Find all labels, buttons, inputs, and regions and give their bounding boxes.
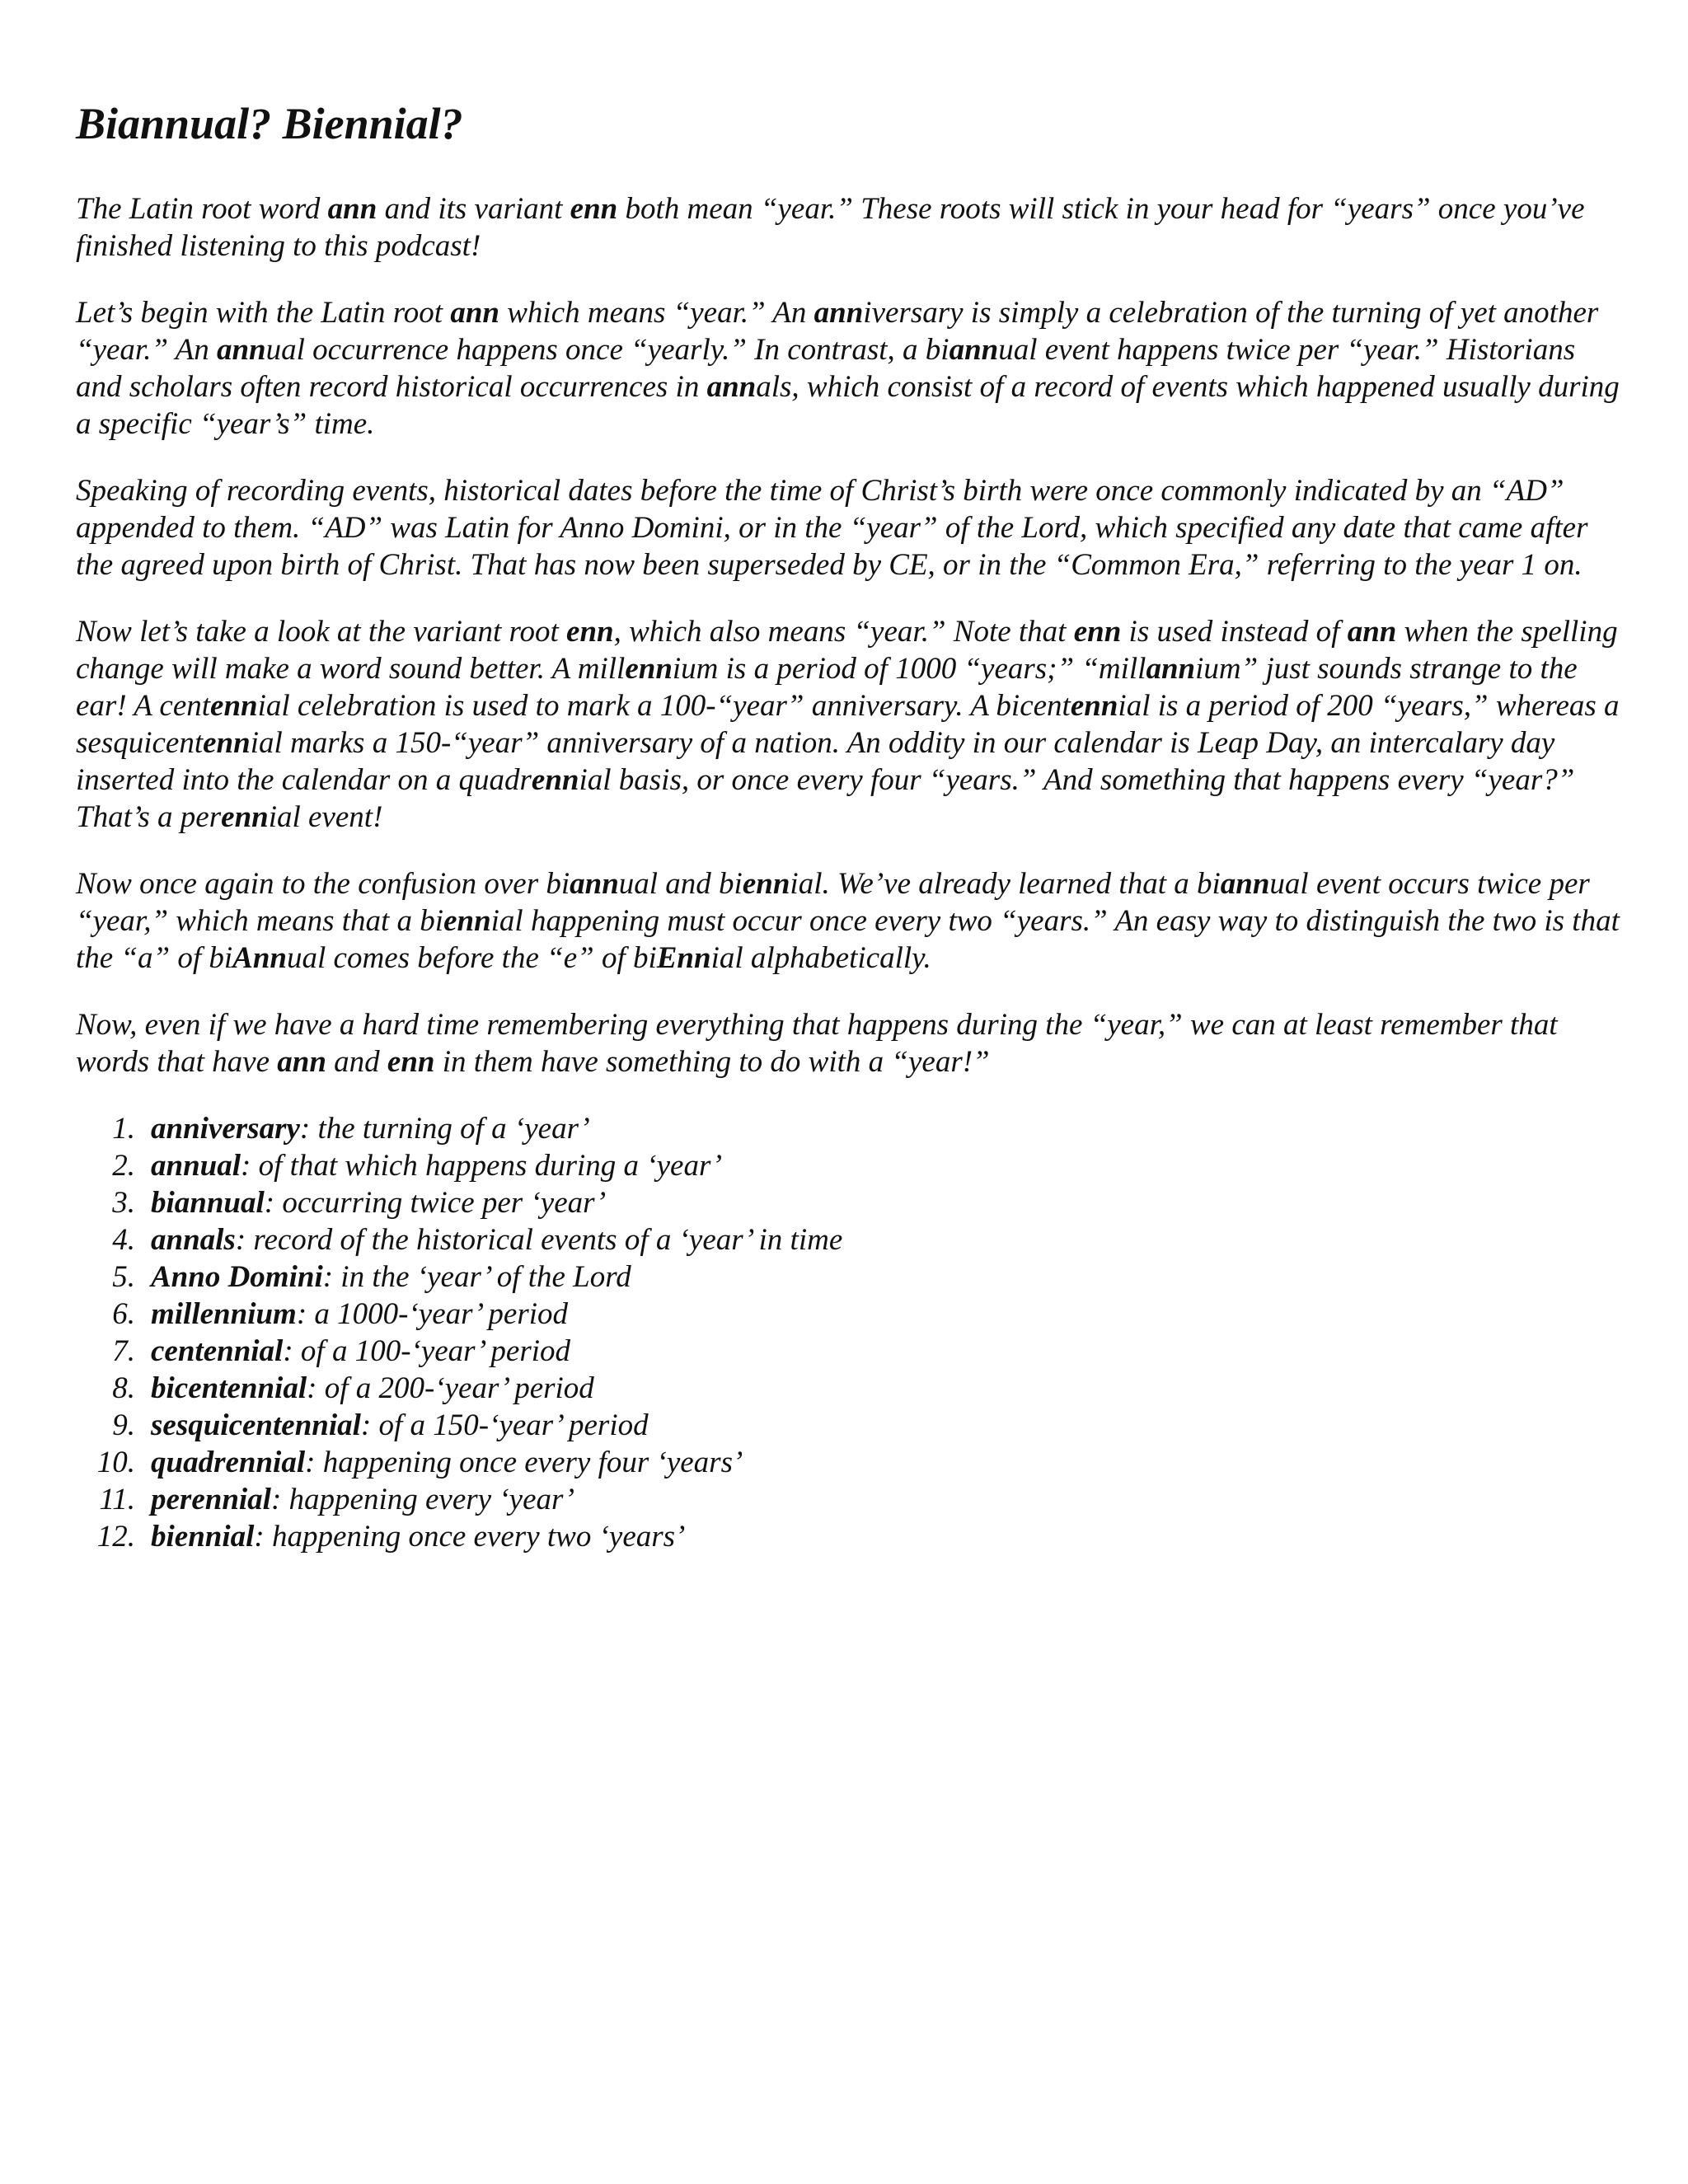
glossary-entry-text	[151, 1296, 568, 1333]
root-highlight: ann	[949, 332, 999, 367]
text-run: and	[326, 1044, 387, 1079]
text-run: ual and bi	[618, 866, 743, 901]
body-paragraph	[76, 613, 1625, 836]
glossary-number: 3.	[112, 1185, 135, 1220]
root-highlight: ann	[1220, 866, 1270, 901]
text-run: ial celebration is used to mark a 100-“year” anniversary. A bicent	[257, 688, 1071, 723]
root-highlight: enn	[570, 191, 618, 226]
root-highlight: Enn	[656, 940, 711, 975]
glossary-definition: : happening once every two ‘years’	[254, 1519, 686, 1554]
glossary-item	[76, 1518, 1625, 1555]
text-run: Speaking of recording events, historical dates before the time of Christ’s birth were once commonly indicated by an “AD” appended to them. “AD” was Latin for Anno Domini, or in the “year” of the Lord, which specified any date that came after the agreed upon birth of Christ. That has now been superseded by CE, or in the “Common Era,” referring to the year 1 on.	[76, 473, 1588, 582]
glossary-entry-text	[151, 1444, 743, 1481]
root-highlight: ann	[814, 295, 864, 330]
body-text	[76, 190, 1625, 1080]
glossary-entry-text	[151, 1481, 574, 1518]
glossary-number: 8.	[112, 1371, 135, 1405]
glossary-term: anniversary	[151, 1111, 300, 1146]
glossary-entry-text	[151, 1370, 594, 1407]
root-highlight: enn	[443, 903, 491, 938]
glossary-entry-text	[151, 1147, 722, 1184]
glossary-number: 10.	[96, 1445, 135, 1479]
glossary-item	[76, 1333, 1625, 1370]
text-run: in them have something to do with a “year!”	[434, 1044, 990, 1079]
text-run: ual occurrence happens once “yearly.” In contrast, a bi	[265, 332, 950, 367]
text-run: Now let’s take a look at the variant root	[76, 614, 567, 649]
root-highlight: enn	[742, 866, 790, 901]
text-run: The Latin root word	[76, 191, 328, 226]
glossary-term: millennium	[151, 1296, 297, 1331]
glossary-number: 9.	[112, 1408, 135, 1442]
root-highlight: ann	[216, 332, 266, 367]
text-run: ial basis, or once every four “years.” And something that happens every “year?” That’s a per	[76, 762, 1575, 834]
glossary-number: 1.	[112, 1111, 135, 1146]
glossary-item	[76, 1444, 1625, 1481]
glossary-term: biannual	[151, 1185, 265, 1220]
text-run: ual comes before the “e” of bi	[287, 940, 657, 975]
root-highlight: enn	[1070, 688, 1118, 723]
text-run: is used instead of	[1121, 614, 1348, 649]
glossary-term: annual	[151, 1148, 241, 1183]
glossary-list	[76, 1110, 1625, 1555]
root-highlight: ann	[450, 295, 499, 330]
glossary-entry-text	[151, 1333, 570, 1370]
text-run: ial is a period of 200 “years,” whereas a sesquicent	[76, 688, 1620, 760]
glossary-definition: : happening every ‘year’	[270, 1482, 575, 1516]
root-highlight: ann	[570, 866, 619, 901]
text-run: ual event occurs twice per “year,” which means that a bi	[76, 866, 1590, 938]
document-page	[76, 97, 1625, 1555]
glossary-number: 5.	[112, 1259, 135, 1294]
body-paragraph	[76, 190, 1625, 265]
document-title: Biannual? Biennial?	[76, 99, 463, 148]
glossary-item	[76, 1147, 1625, 1184]
text-run: als, which consist of a record of events which happened usually during a specific “year’s” time.	[76, 369, 1620, 441]
glossary-definition: : the turning of a ‘year’	[299, 1111, 590, 1146]
text-run: Now once again to the confusion over bi	[76, 866, 570, 901]
glossary-number: 6.	[112, 1296, 135, 1331]
glossary-definition: : a 1000-‘year’ period	[296, 1296, 568, 1331]
root-highlight: ann	[277, 1044, 326, 1079]
glossary-term: Anno Domini	[151, 1259, 323, 1294]
glossary-entry-text	[151, 1184, 606, 1221]
text-run: which means “year.” An	[499, 295, 814, 330]
glossary-definition: : of a 100-‘year’ period	[283, 1333, 571, 1368]
glossary-term: centennial	[151, 1333, 284, 1368]
glossary-term: biennial	[151, 1519, 255, 1554]
glossary-item	[76, 1221, 1625, 1258]
glossary-definition: : record of the historical events of a ‘year’ in time	[235, 1222, 843, 1257]
root-highlight: ann	[327, 191, 377, 226]
glossary-item	[76, 1110, 1625, 1147]
text-run: and its variant	[377, 191, 570, 226]
text-run: Now, even if we have a hard time remembering everything that happens during the “year,” we can at least remember that words that have	[76, 1007, 1558, 1079]
root-highlight: enn	[221, 799, 269, 834]
glossary-term: bicentennial	[151, 1371, 307, 1405]
glossary-term: perennial	[151, 1482, 271, 1516]
glossary-entry-text	[151, 1221, 842, 1258]
glossary-entry-text	[151, 1518, 685, 1555]
glossary-item	[76, 1370, 1625, 1407]
text-run: ial. We’ve already learned that a bi	[790, 866, 1221, 901]
glossary-number: 12.	[96, 1519, 135, 1554]
glossary-definition: : happening once every four ‘years’	[305, 1445, 743, 1479]
glossary-entry-text	[151, 1407, 649, 1444]
glossary-number: 7.	[112, 1333, 135, 1368]
text-run: Let’s begin with the Latin root	[76, 295, 451, 330]
glossary-item	[76, 1258, 1625, 1296]
root-highlight: enn	[625, 651, 673, 686]
glossary-definition: : in the ‘year’ of the Lord	[322, 1259, 631, 1294]
text-run: both mean “year.” These roots will stick in your head for “years” once you’ve finished listening to this podcast!	[76, 191, 1585, 263]
glossary-item	[76, 1407, 1625, 1444]
text-run: ium” just sounds strange to the ear! A cent	[76, 651, 1578, 723]
body-paragraph	[76, 294, 1625, 443]
text-run: when the spelling change will make a word sound better. A mill	[76, 614, 1618, 686]
root-highlight: enn	[566, 614, 614, 649]
glossary-definition: : of a 150-‘year’ period	[360, 1408, 649, 1442]
text-run: ual event happens twice per “year.” Historians and scholars often record historical occurrences in	[76, 332, 1576, 404]
body-paragraph	[76, 1006, 1625, 1080]
glossary-definition: : of a 200-‘year’ period	[307, 1371, 594, 1405]
root-highlight: ann	[1146, 651, 1196, 686]
root-highlight: enn	[1073, 614, 1122, 649]
glossary-number: 11.	[99, 1482, 135, 1516]
glossary-definition: : occurring twice per ‘year’	[264, 1185, 607, 1220]
body-paragraph	[76, 865, 1625, 977]
text-run: ial marks a 150-“year” anniversary of a nation. An oddity in our calendar is Leap Day, an intercalary day inserted into the calendar on a quadr	[76, 725, 1555, 797]
body-paragraph	[76, 472, 1625, 583]
glossary-entry-text	[151, 1258, 631, 1296]
root-highlight: Ann	[232, 940, 288, 975]
text-run: iversary is simply a celebration of the turning of yet another “year.” An	[76, 295, 1599, 367]
glossary-item	[76, 1481, 1625, 1518]
glossary-definition: : of that which happens during a ‘year’	[241, 1148, 723, 1183]
glossary-number: 4.	[112, 1222, 135, 1257]
root-highlight: enn	[531, 762, 579, 797]
glossary-term: sesquicentennial	[151, 1408, 361, 1442]
text-run: ium is a period of 1000 “years;” “mill	[672, 651, 1146, 686]
text-run: ial alphabetically.	[710, 940, 931, 975]
text-run: , which also means “year.” Note that	[613, 614, 1074, 649]
root-highlight: ann	[706, 369, 757, 404]
text-run: ial happening must occur once every two “years.” An easy way to distinguish the two is that the “a” of bi	[76, 903, 1620, 975]
root-highlight: enn	[203, 725, 251, 760]
root-highlight: ann	[1347, 614, 1397, 649]
glossary-number: 2.	[112, 1148, 135, 1183]
root-highlight: enn	[387, 1044, 435, 1079]
glossary-term: quadrennial	[151, 1445, 306, 1479]
root-highlight: enn	[210, 688, 258, 723]
glossary-item	[76, 1184, 1625, 1221]
glossary-item	[76, 1296, 1625, 1333]
text-run: ial event!	[268, 799, 383, 834]
glossary-term: annals	[151, 1222, 236, 1257]
glossary-entry-text	[151, 1110, 590, 1147]
